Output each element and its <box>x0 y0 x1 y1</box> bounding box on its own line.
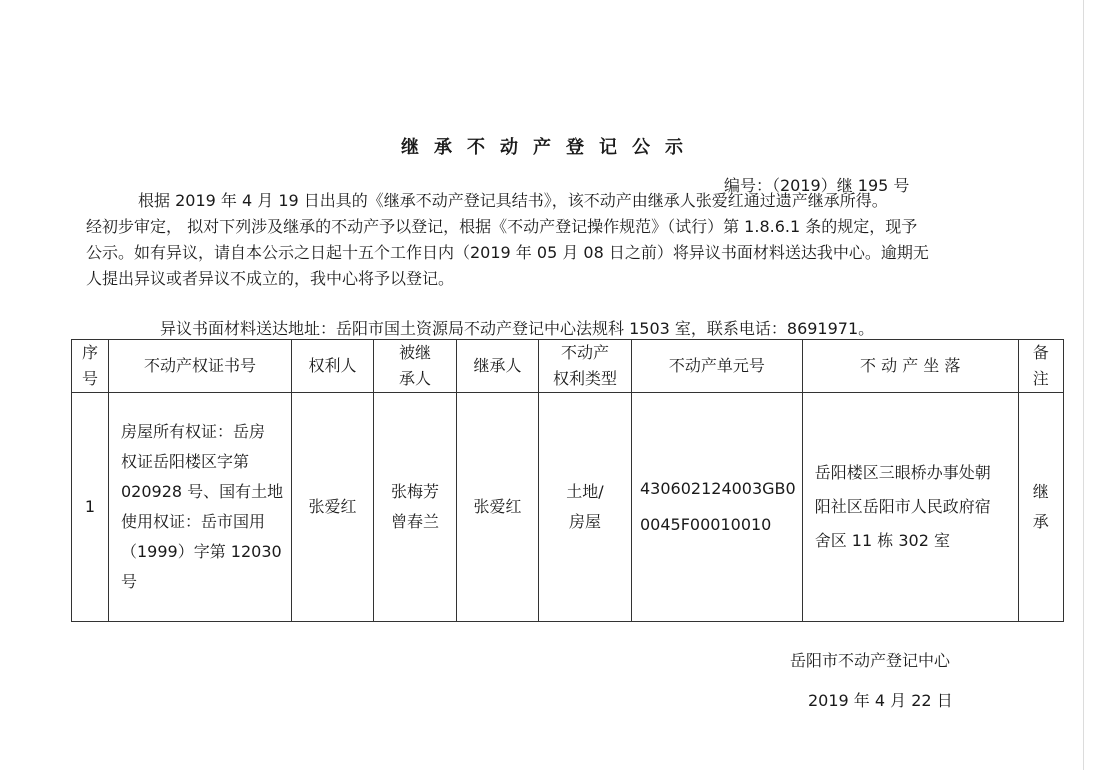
header-remark: 备 注 <box>1018 340 1063 393</box>
registration-table <box>71 339 1064 622</box>
cell-remark: 继 承 <box>1018 393 1063 622</box>
paragraph-line: 经初步审定， 拟对下列涉及继承的不动产予以登记，根据《不动产登记操作规范》（试行）第 1.8.6.1 条的规定，现予 <box>86 217 918 236</box>
cell-heir: 张爱红 <box>457 393 539 622</box>
cell-seq: 1 <box>72 393 109 622</box>
paragraph-line: 人提出异议或者异议不成立的，我中心将予以登记。 <box>86 269 455 288</box>
notice-paragraph <box>86 188 1046 292</box>
cell-cert-number: 房屋所有权证：岳房 权证岳阳楼区字第 020928 号、国有土地 使用权证：岳市国用 （1999）字第 12030 号 <box>109 393 292 622</box>
issuer-name: 岳阳市不动产登记中心 <box>790 651 951 670</box>
header-unit-number: 不动产单元号 <box>632 340 803 393</box>
document-number: 编号：（2019）继 195 号 <box>724 176 910 195</box>
paragraph-line: 根据 2019 年 4 月 19 日出具的《继承不动产登记具结书》，该不动产由继承人张爱红通过遗产继承所得。 <box>138 191 888 210</box>
cell-owner: 张爱红 <box>292 393 374 622</box>
header-owner: 权利人 <box>292 340 374 393</box>
header-right-type: 不动产 权利类型 <box>539 340 632 393</box>
header-location: 不 动 产 坐 落 <box>802 340 1018 393</box>
paragraph-line: 公示。如有异议，请自本公示之日起十五个工作日内（2019 年 05 月 08 日之前）将异议书面材料送达我中心。逾期无 <box>86 243 929 262</box>
issue-date: 2019 年 4 月 22 日 <box>808 691 953 710</box>
header-cert-number: 不动产权证书号 <box>109 340 292 393</box>
header-heir: 继承人 <box>457 340 539 393</box>
cell-right-type: 土地/ 房屋 <box>539 393 632 622</box>
page-title: 继承不动产登记公示 <box>401 137 698 158</box>
cell-unit-number: 430602124003GB0 0045F00010010 <box>632 393 803 622</box>
header-decedent: 被继 承人 <box>374 340 457 393</box>
cell-location: 岳阳楼区三眼桥办事处朝 阳社区岳阳市人民政府宿 舍区 11 栋 302 室 <box>802 393 1018 622</box>
cell-decedent: 张梅芳 曾春兰 <box>374 393 457 622</box>
scan-edge-line <box>1083 0 1084 770</box>
table-header-row <box>72 340 1064 393</box>
table-row <box>72 393 1064 622</box>
header-seq: 序 号 <box>72 340 109 393</box>
objection-address: 异议书面材料送达地址：岳阳市国土资源局不动产登记中心法规科 1503 室，联系电话：8691971。 <box>160 319 875 338</box>
